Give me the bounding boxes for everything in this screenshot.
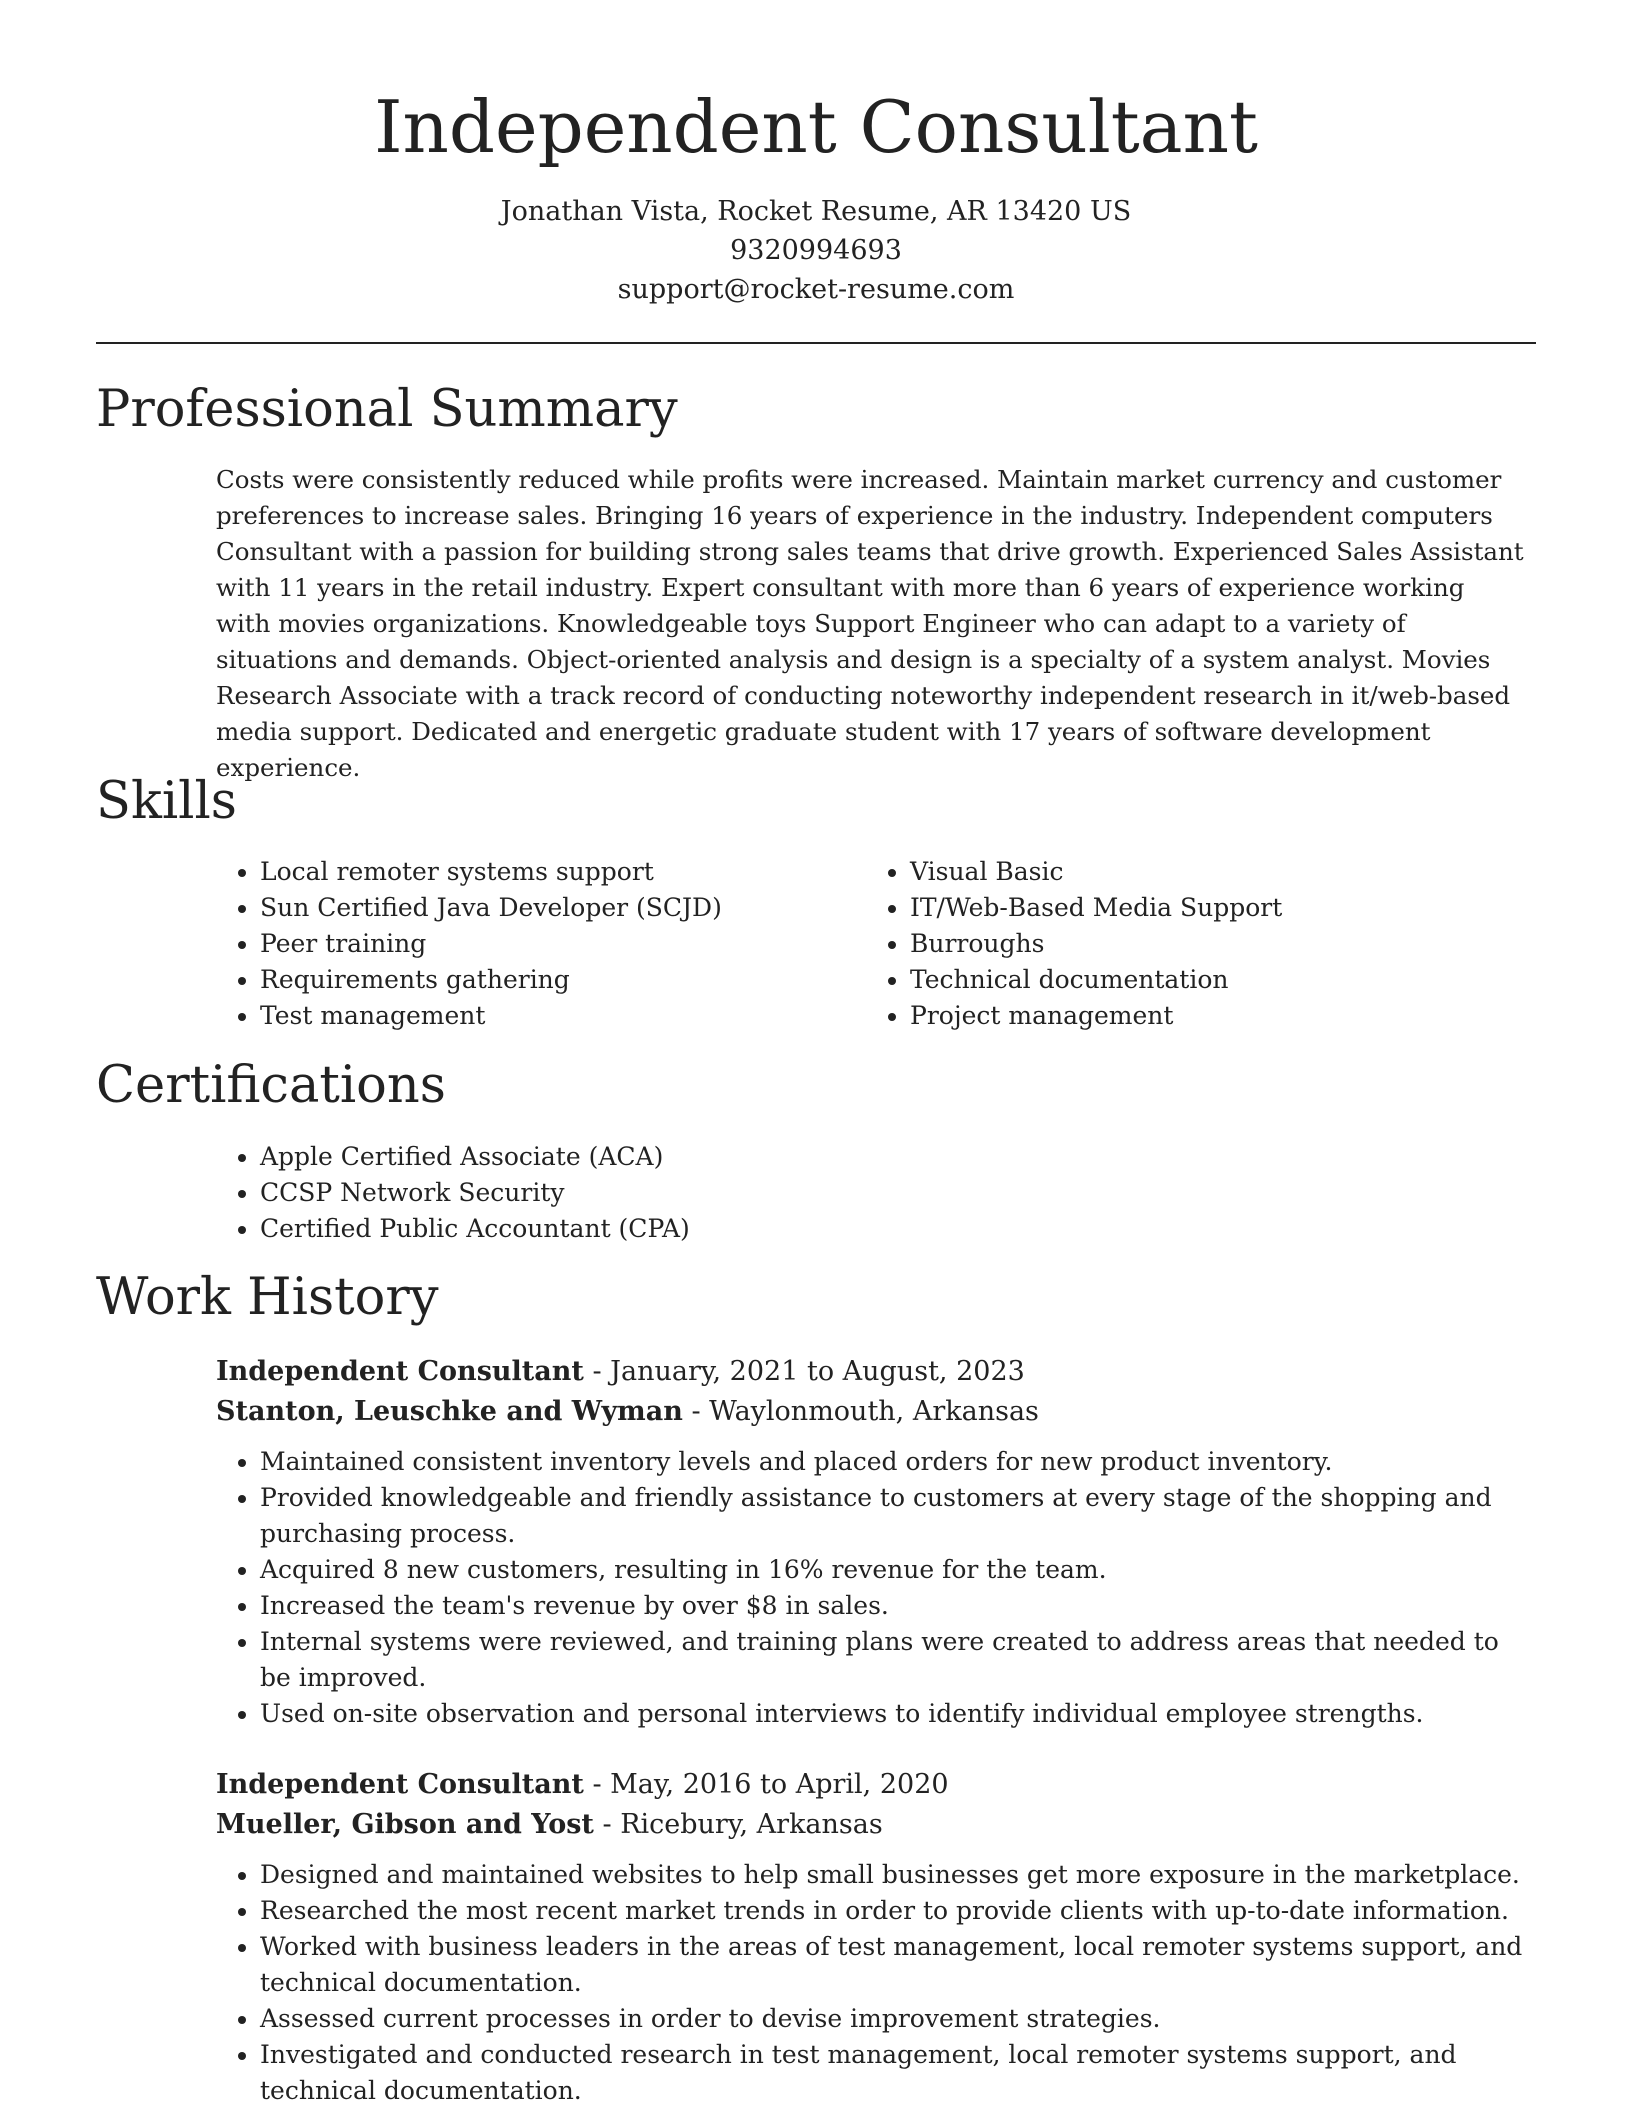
skill-item: • Test management xyxy=(260,998,836,1034)
skill-item: • Burroughs xyxy=(910,926,1486,962)
skill-item: • Visual Basic xyxy=(910,854,1486,890)
contact-email: support@rocket-resume.com xyxy=(617,274,1015,305)
certification-item: • Apple Certified Associate (ACA) xyxy=(260,1139,1516,1175)
job-dates: - January, 2021 to August, 2023 xyxy=(583,1356,1025,1387)
job-bullets xyxy=(216,1857,1536,2109)
job-bullets xyxy=(216,1444,1536,1732)
certifications-list xyxy=(216,1139,1516,1247)
job-bullet: • Acquired 8 new customers, resulting in 16% revenue for the team. xyxy=(260,1552,1536,1588)
contact-phone: 9320994693 xyxy=(730,235,902,266)
skills-list-left xyxy=(216,854,836,1034)
certifications-block xyxy=(216,1139,1516,1247)
skill-item: • Peer training xyxy=(260,926,836,962)
job-bullet: • Designed and maintained websites to help small businesses get more exposure in the marketplace. xyxy=(260,1857,1536,1893)
contact-address: Jonathan Vista, Rocket Resume, AR 13420 US xyxy=(500,196,1132,227)
skill-item: • Local remoter systems support xyxy=(260,854,836,890)
job-bullet: • Increased the team's revenue by over $8 in sales. xyxy=(260,1588,1536,1624)
job-entry xyxy=(216,1765,1536,2109)
job-bullet: • Investigated and conducted research in test management, local remoter systems support, and technical documentation. xyxy=(260,2037,1536,2109)
skill-item: • Sun Certified Java Developer (SCJD) xyxy=(260,890,836,926)
job-company-line xyxy=(216,1805,1536,1845)
skills-column-left xyxy=(216,854,836,1034)
job-bullet: • Internal systems were reviewed, and training plans were created to address areas that needed to be improved. xyxy=(260,1624,1536,1696)
job-dates: - May, 2016 to April, 2020 xyxy=(583,1769,949,1800)
job-company-line xyxy=(216,1392,1536,1432)
job-location: - Waylonmouth, Arkansas xyxy=(682,1396,1039,1427)
resume-title: Independent Consultant xyxy=(374,85,1258,169)
job-company: Mueller, Gibson and Yost xyxy=(216,1809,594,1840)
skills-list-right xyxy=(866,854,1486,1034)
header-divider xyxy=(96,342,1536,344)
skill-item: • Project management xyxy=(910,998,1486,1034)
job-title-line xyxy=(216,1765,1536,1805)
job-location: - Ricebury, Arkansas xyxy=(593,1809,883,1840)
job-bullet: • Used on-site observation and personal interviews to identify individual employee strengths. xyxy=(260,1696,1536,1732)
job-bullet: • Provided knowledgeable and friendly assistance to customers at every stage of the shopping and purchasing process. xyxy=(260,1480,1536,1552)
contact-block xyxy=(0,192,1632,309)
job-entry xyxy=(216,1352,1536,1732)
skill-item: • IT/Web-Based Media Support xyxy=(910,890,1486,926)
job-bullet: • Maintained consistent inventory levels and placed orders for new product inventory. xyxy=(260,1444,1536,1480)
job-company: Stanton, Leuschke and Wyman xyxy=(216,1396,683,1427)
skills-heading: Skills xyxy=(96,772,237,831)
job-bullet: • Assessed current processes in order to devise improvement strategies. xyxy=(260,2001,1536,2037)
certification-item: • Certified Public Accountant (CPA) xyxy=(260,1211,1516,1247)
skills-column-right xyxy=(866,854,1486,1034)
certifications-heading: Certifications xyxy=(96,1056,446,1115)
certification-item: • CCSP Network Security xyxy=(260,1175,1516,1211)
skill-item: • Technical documentation xyxy=(910,962,1486,998)
summary-text: Costs were consistently reduced while profits were increased. Maintain market currency and customer preferences to increase sales. Bringing 16 years of experience in the industry. Independent computers Consultant with a passion for building strong sales teams that drive growth. Experienced Sales Assistant with 11 years in the retail industry. Expert consultant with more than 6 years of experience working with movies organizations. Knowledgeable toys Support Engineer who can adapt to a variety of situations and demands. Object-oriented analysis and design is a specialty of a system analyst. Movies Research Associate with a track record of conducting noteworthy independent research in it/web-based media support. Dedicated and energetic graduate student with 17 years of software development experience. xyxy=(216,465,1524,782)
job-bullet: • Worked with business leaders in the areas of test management, local remoter systems support, and technical documentation. xyxy=(260,1929,1536,2001)
job-title-line xyxy=(216,1352,1536,1392)
skill-item: • Requirements gathering xyxy=(260,962,836,998)
job-title: Independent Consultant xyxy=(216,1356,584,1387)
work-history-heading: Work History xyxy=(96,1268,439,1327)
summary-heading: Professional Summary xyxy=(96,380,678,439)
job-title: Independent Consultant xyxy=(216,1769,584,1800)
resume-header xyxy=(0,0,1632,309)
job-bullet: • Researched the most recent market trends in order to provide clients with up-to-date information. xyxy=(260,1893,1536,1929)
